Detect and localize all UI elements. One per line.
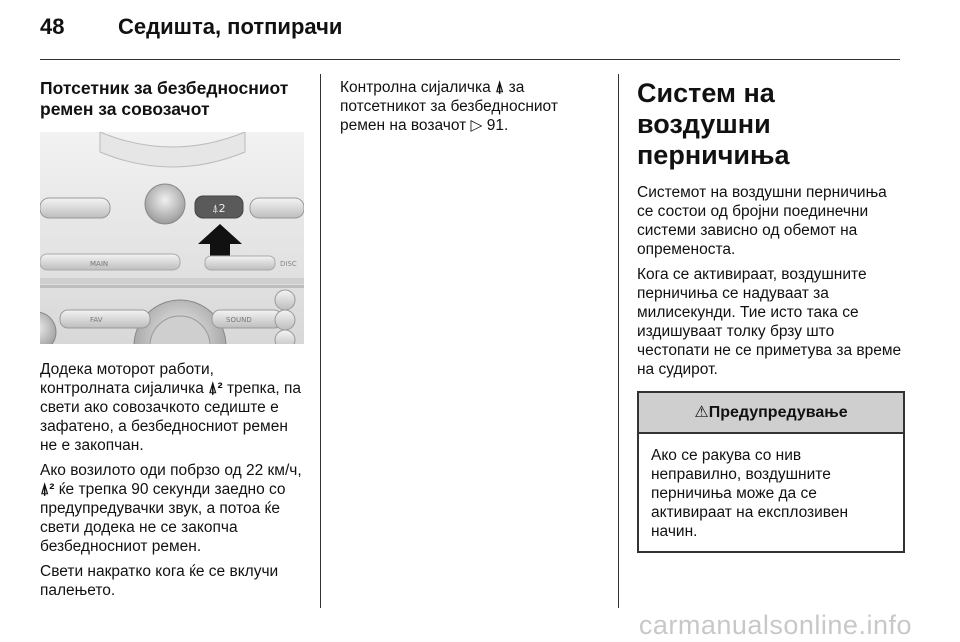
page-number: 48 <box>40 14 65 39</box>
paragraph-3: Свети накратко кога ќе се вклучи палењето. <box>40 563 279 599</box>
driver-seatbelt-icon: ⍋ <box>495 79 505 96</box>
watermark: carmanualsonline.info <box>638 610 912 640</box>
airbags-paragraph-1: Системот на воздушни перничиња се состои од бројни поединечни системи зависно од обемот на опременоста. <box>637 184 887 258</box>
column-divider-1 <box>320 74 321 608</box>
section-heading-seatbelt-reminder: Потсетник за безбедносниот ремен за совозачот <box>40 78 289 119</box>
seatbelt-indicator-icon: ⍋² <box>208 380 223 397</box>
page-title: Седишта, потпирачи <box>118 14 343 39</box>
airbag-indicator-icon: ⍋2 <box>212 202 226 215</box>
paragraph-1: Додека моторот работи, контролната сијаличка ⍋² трепка, па свети ако совозачкото седиште е зафатено, а безбедносниот ремен не е закопчан. <box>40 361 302 454</box>
driver-seatbelt-paragraph: Контролна сијаличка ⍋ за потсетникот за безбедносниот ремен на возачот ▷ 91. <box>340 79 558 134</box>
left-column <box>40 78 304 606</box>
warning-header <box>639 393 903 434</box>
column-divider-2 <box>618 74 619 608</box>
warning-title: Предупредување <box>708 404 848 421</box>
disc-label: DISC <box>280 260 297 268</box>
page-reference[interactable]: 91. <box>482 117 509 134</box>
middle-column <box>340 78 590 141</box>
warning-icon: ⚠ <box>694 404 709 421</box>
main-label: MAIN <box>90 260 109 268</box>
fav-label: FAV <box>90 316 103 324</box>
section-heading-airbags: Систем на воздушни перничиња <box>637 78 790 170</box>
right-column <box>637 78 905 553</box>
paragraph-2: Ако возилото оди побрзо од 22 км/ч, ⍋² ќе трепка 90 секунди заедно со предупредувачки звук, а потоа ќе свети додека не се закопча безбедносниот ремен. <box>40 462 302 555</box>
seatbelt-indicator-icon: ⍋² <box>40 481 55 498</box>
header-rule <box>40 59 900 60</box>
warning-box <box>637 391 905 553</box>
page-reference-icon: ▷ <box>470 117 483 134</box>
dashboard-photo <box>40 132 304 344</box>
page-header <box>40 14 342 40</box>
hazard-button <box>145 184 185 224</box>
airbags-paragraph-2: Кога се активираат, воздушните перничиња се надуваат за милисекунди. Тие исто така се издишуваат толку брзу што честопати не се приметува за време на судирот. <box>637 266 902 378</box>
sound-label: SOUND <box>226 316 252 324</box>
warning-text: Ако се ракува со нив неправилно, воздушните перничиња може да се активираат на експлозивен начин. <box>651 447 849 540</box>
